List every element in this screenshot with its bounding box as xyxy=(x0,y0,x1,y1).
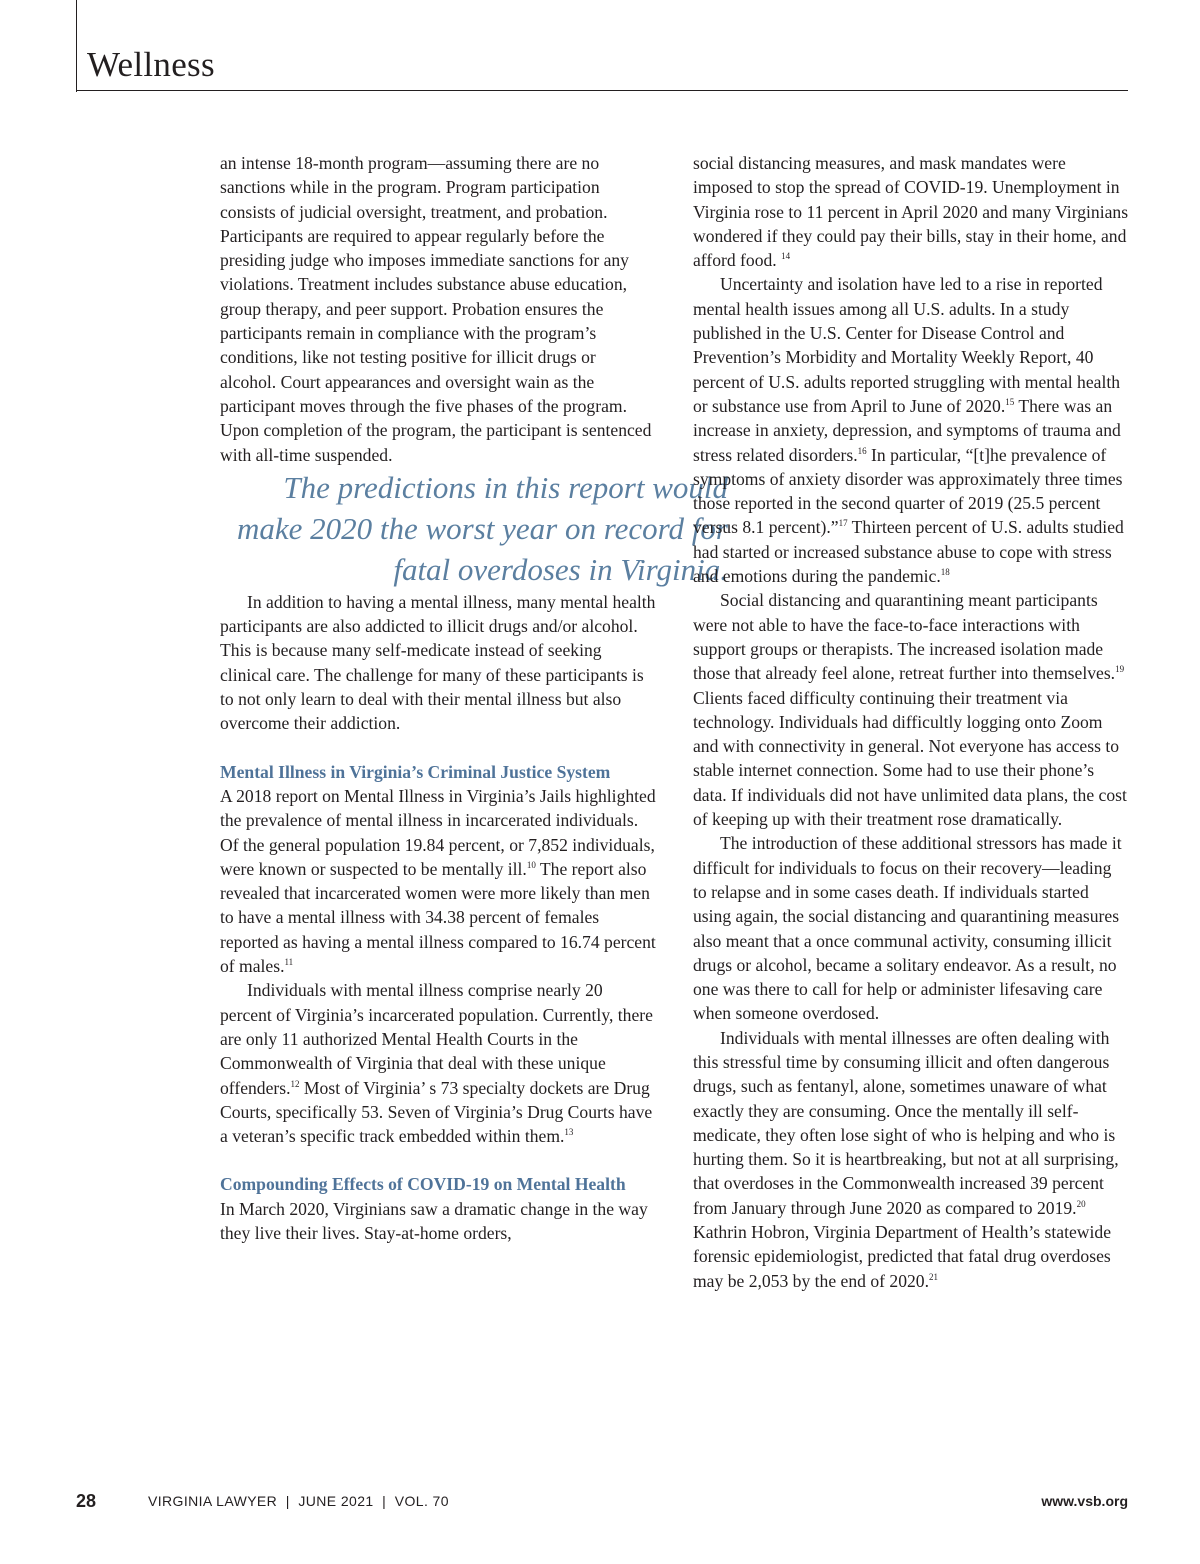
header-horizontal-rule xyxy=(76,90,1128,91)
right-column xyxy=(693,151,1129,1293)
footnote-ref: 10 xyxy=(526,859,536,870)
footnote-ref: 11 xyxy=(284,957,294,968)
spacer xyxy=(220,1148,656,1172)
publication-info: VIRGINIA LAWYER | JUNE 2021 | VOL. 70 xyxy=(148,1493,449,1509)
footnote-ref: 19 xyxy=(1115,664,1125,675)
right-paragraph-5: Individuals with mental illnesses are often dealing with this stressful time by consuming illicit and often dangerous drugs, such as fentanyl, alone, sometimes unaware of what exactly they are consuming. Once the mentally ill self-medicate, they often lose sight of who is helping and who is hurting them. So it is heartbreaking, but not at all surprising, that overdoses in the Commonwealth increased 39 percent from January through June 2020 as compared to 2019.20 Kathrin Hobron, Virginia Department of Health’s statewide forensic epidemiologist, predicted that fatal drug overdoses may be 2,053 by the end of 2020.21 xyxy=(693,1027,1119,1291)
left-paragraph-5: In March 2020, Virginians saw a dramatic change in the way they live their lives. Stay-at-home orders, xyxy=(220,1198,648,1243)
left-paragraph-3: A 2018 report on Mental Illness in Virginia’s Jails highlighted the prevalence of mental illness in incarcerated individuals. Of the general population 19.84 percent, or 7,852 individuals, were known or suspected to be mentally ill.$^{10}$ The report also revealed that incarcerated women were more likely than men to have a mental illness with 34.38 percent of females reported as having a mental illness compared to 16.74 percent of males.$^{11}$ xyxy=(220,785,656,977)
right-paragraph-4: The introduction of these additional stressors has made it difficult for individuals to focus on their recovery—leading to relapse and in some cases death. If individuals started using again, the social distancing and quarantining measures also meant that a once communal activity, consuming illicit drugs or alcohol, became a solitary endeavor. As a result, no one was there to call for help or administer lifesaving care when someone overdosed. xyxy=(693,833,1122,1024)
footnote-ref: 14 xyxy=(781,251,791,262)
spacer xyxy=(220,736,656,760)
footnote-ref: 21 xyxy=(929,1271,939,1282)
left-paragraph-4: Individuals with mental illness comprise nearly 20 percent of Virginia’s incarcerated population. Currently, there are only 11 authorized Mental Health Courts in the Commonwealth of Virginia that deal with these unique offenders.$^{12}$ Most of Virginia’ s 73 specialty dockets are Drug Courts, specifically 53. Seven of Virginia’s Drug Courts have a veteran’s specific track embedded within them.$^{13}$ xyxy=(220,980,653,1147)
subhead-covid: Compounding Effects of COVID-19 on Mental Health xyxy=(220,1174,626,1195)
website-link[interactable]: www.vsb.org xyxy=(1041,1493,1128,1509)
footnote-ref: 16 xyxy=(857,445,867,456)
subhead-mental-illness: Mental Illness in Virginia’s Criminal Justice System xyxy=(220,761,611,782)
right-paragraph-1: social distancing measures, and mask mandates were imposed to stop the spread of COVID-19. Unemployment in Virginia rose to 11 percent in April 2020 and many Virginians wondered if they could pay their bills, stay in their home, and afford food. $^{14}$ xyxy=(693,153,1129,271)
left-paragraph-1: an intense 18-month program—assuming there are no sanctions while in the program. Program participation consists of judicial oversight, treatment, and probation. Participants are required to appear regularly before the presiding judge who imposes immediate sanctions for any violations. Treatment includes substance abuse education, group therapy, and peer support. Probation ensures the participants remain in compliance with the program’s conditions, like not testing positive for illicit drugs or alcohol. Court appearances and oversight wain as the participant moves through the five phases of the program. Upon completion of the program, the participant is sentenced with all-time suspended. xyxy=(220,153,652,465)
footnote-ref: 12 xyxy=(290,1078,300,1089)
footnote-ref: 18 xyxy=(940,567,950,578)
page-number: 28 xyxy=(76,1491,97,1511)
header-vertical-rule xyxy=(76,0,77,92)
footnote-ref: 15 xyxy=(1005,396,1015,407)
pull-quote: The predictions in this report would make 2020 the worst year on record for fatal overdoses in Virginia. xyxy=(236,469,728,587)
left-paragraph-2: In addition to having a mental illness, many mental health participants are also addicted to illicit drugs and/or alcohol. This is because many self-medicate instead of seeking clinical care. The challenge for many of these participants is to not only learn to deal with their mental illness but also overcome their addiction. xyxy=(220,591,656,734)
left-column xyxy=(220,151,728,1245)
footnote-ref: 17 xyxy=(838,518,848,529)
right-paragraph-2: Uncertainty and isolation have led to a rise in reported mental health issues among all U.S. adults. In a study published in the U.S. Center for Disease Control and Prevention’s Morbidity and Mortality Weekly Report, 40 percent of U.S. adults reported struggling with mental health or substance use from April to June of 2020.15 There was an increase in anxiety, depression, and symptoms of trauma and stress related disorders.$^{16}$ In particular, “[t]he prevalence of symptoms of anxiety disorder was approximately three times those reported in the second quarter of 2019 (25.5 percent versus 8.1 percent).”$^{17}$ Thirteen percent of U.S. adults studied had started or increased substance abuse to cope with stress and emotions during the pandemic.$^{18}$ xyxy=(693,274,1124,587)
footnote-ref: 20 xyxy=(1076,1198,1086,1209)
footnote-ref: 13 xyxy=(564,1127,574,1138)
right-paragraph-3: Social distancing and quarantining meant participants were not able to have the face-to-face interactions with support groups or therapists. The increased isolation made those that already feel alone, retreat further into themselves.$^{19}$ Clients faced difficulty continuing their treatment via technology. Individuals had difficultly logging onto Zoom and with connectivity in general. Not everyone has access to stable internet connection. Some had to use their phone’s data. If individuals did not have unlimited data plans, the cost of keeping up with their treatment rose dramatically. xyxy=(693,590,1127,830)
section-title: Wellness xyxy=(87,45,215,84)
